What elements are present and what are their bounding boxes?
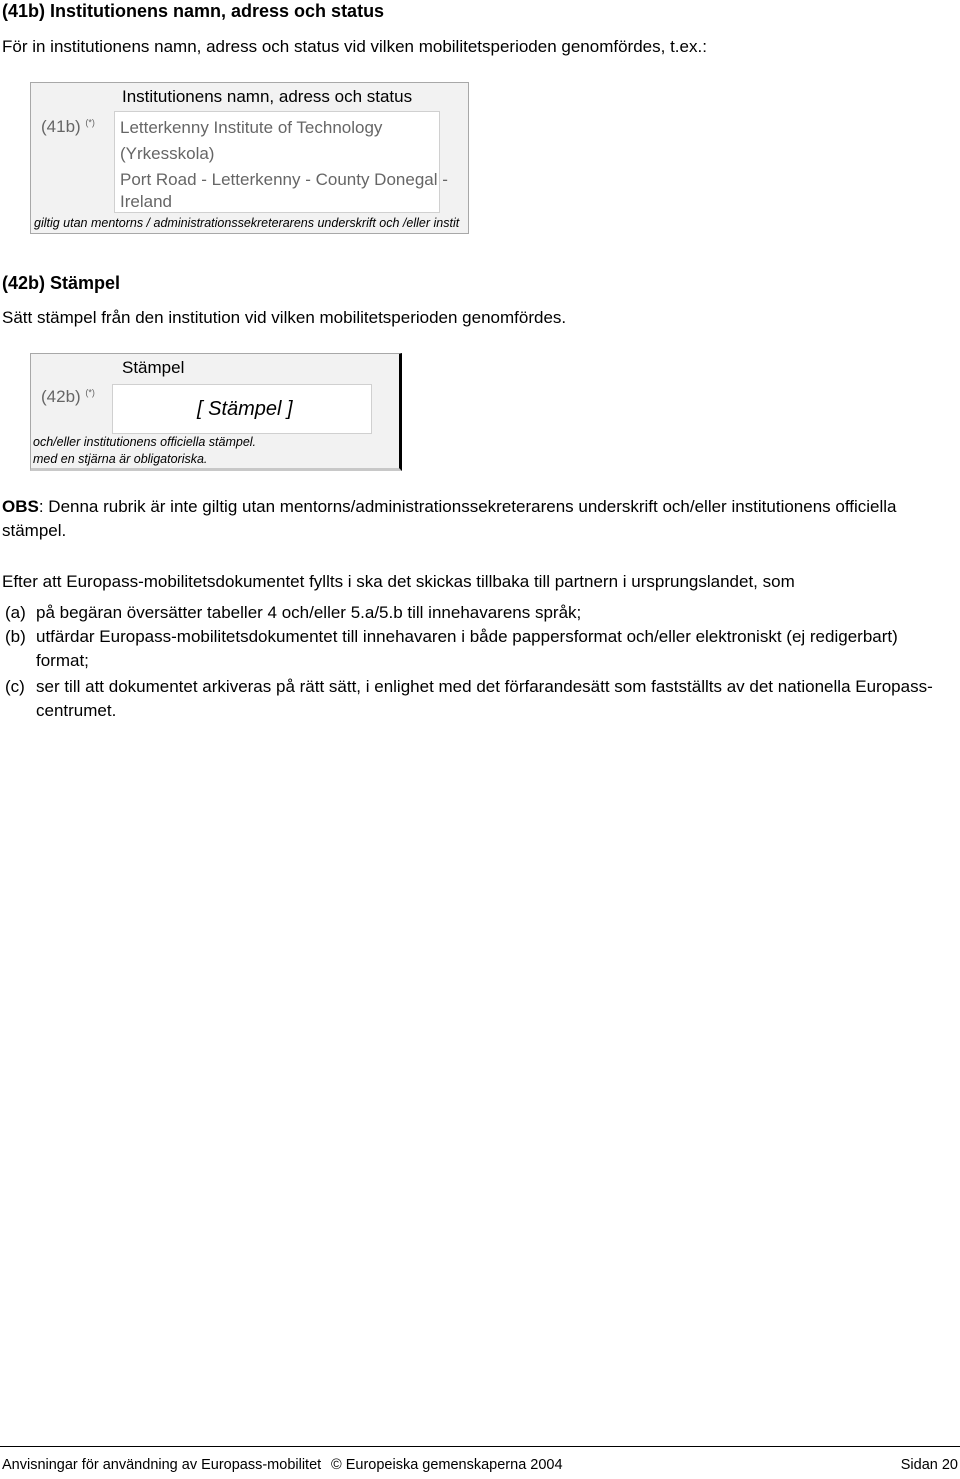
stamp-field-label: Stämpel: [122, 358, 185, 377]
footer-page-number: Sidan 20: [900, 1457, 958, 1473]
institution-footnote: giltig utan mentorns / administrationssekreterarens underskrift och /eller instit: [34, 216, 460, 230]
institution-address-line: Port Road - Letterkenny - County Donegal -: [120, 170, 448, 189]
institution-field-label: Institutionens namn, adress och status: [122, 87, 413, 106]
section-42b-heading: (42b) Stämpel: [2, 273, 121, 293]
obs-note: [2, 497, 897, 517]
field-code-text: (42b): [41, 387, 81, 406]
footer-copyright: © Europeiska gemenskaperna 2004: [331, 1457, 563, 1473]
section-42b-intro: Sätt stämpel från den institution vid vilken mobilitetsperioden genomfördes.: [2, 308, 567, 327]
list-text-continued: centrumet.: [36, 701, 117, 720]
stamp-note-official: och/eller institutionens officiella stämpel.: [33, 435, 257, 449]
obs-text-continued: stämpel.: [2, 521, 67, 540]
mandatory-asterisk: (*): [85, 117, 95, 128]
after-intro: Efter att Europass-mobilitetsdokumentet fyllts i ska det skickas tillbaka till partnern i ursprungslandet, som: [2, 572, 795, 591]
institution-example-box: [30, 82, 469, 234]
stamp-note-mandatory: med en stjärna är obligatoriska.: [33, 452, 208, 466]
stamp-example-box: [30, 353, 402, 471]
section-41b-heading: (41b) Institutionens namn, adress och status: [2, 1, 385, 21]
footer-title: Anvisningar för användning av Europass-mobilitet: [2, 1457, 322, 1473]
list-text-continued: format;: [36, 651, 89, 670]
institution-status-line: (Yrkesskola): [120, 144, 215, 163]
field-code-42b: [41, 387, 95, 407]
institution-country-line: Ireland: [120, 192, 172, 211]
list-marker: (c): [5, 677, 25, 696]
section-41b-intro: För in institutionens namn, adress och status vid vilken mobilitetsperioden genomfördes, t.ex.:: [2, 37, 707, 56]
obs-label: OBS: [2, 497, 39, 516]
obs-text: : Denna rubrik är inte giltig utan mentorns/administrationssekreterarens underskrift och/eller institutionens officiella: [38, 497, 897, 516]
field-code-text: (41b): [41, 117, 81, 136]
footer-divider: [0, 1446, 960, 1447]
list-text: ser till att dokumentet arkiveras på rätt sätt, i enlighet med det förfarandesätt som fastställts av det nationella Europass-: [36, 677, 933, 696]
stamp-field: [112, 384, 372, 434]
field-code-41b: [41, 117, 95, 137]
stamp-placeholder: [ Stämpel ]: [197, 398, 293, 420]
list-text: på begäran översätter tabeller 4 och/eller 5.a/5.b till innehavarens språk;: [36, 603, 582, 622]
list-marker: (a): [5, 603, 26, 622]
institution-name-line: Letterkenny Institute of Technology: [120, 118, 383, 137]
list-marker: (b): [5, 627, 26, 646]
list-text: utfärdar Europass-mobilitetsdokumentet till innehavaren i både pappersformat och/eller elektroniskt (ej redigerbart): [36, 627, 898, 646]
mandatory-asterisk: (*): [85, 387, 95, 398]
